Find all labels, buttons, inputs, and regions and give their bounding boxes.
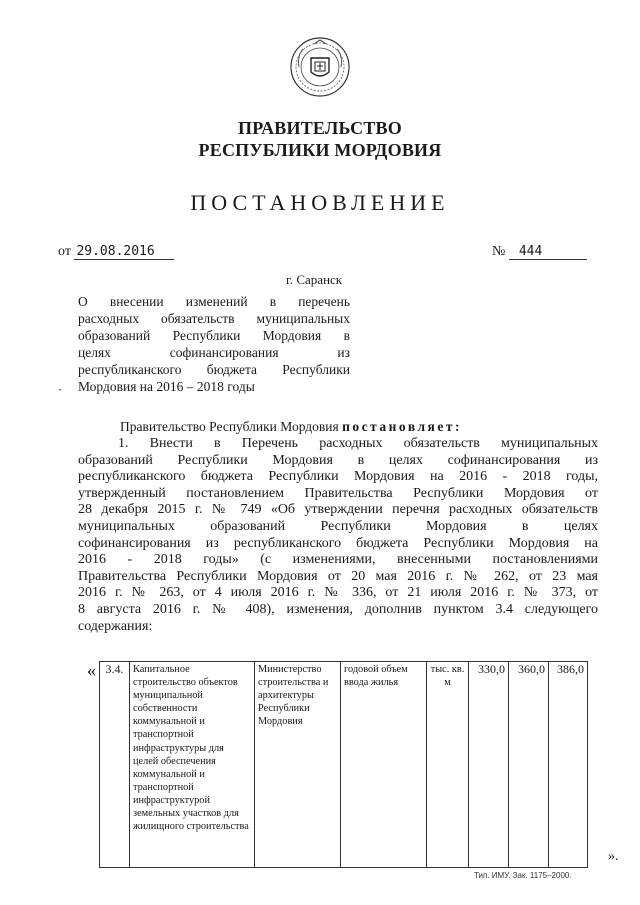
number-value: 444 — [509, 244, 587, 260]
cell-indicator: годовой объем ввода жилья — [341, 662, 427, 868]
body-line: содержания: — [78, 618, 153, 634]
body-line: 2016 - 2018 годы» (с изменениями, внесенными постановлениями — [78, 552, 598, 568]
body-line: 28 декабря 2015 г. № 749 «Об утверждении перечня расходных обязательств — [78, 502, 598, 518]
subject-line: О внесении изменений в перечень — [78, 294, 350, 309]
subject-line: расходных обязательств муниципальных — [78, 311, 350, 326]
obligations-table — [99, 661, 588, 868]
closing-quote: ». — [608, 849, 619, 864]
number-prefix: № — [492, 244, 506, 259]
body-line: софинансирования из республиканского бюджета Республики Мордовия на — [78, 535, 598, 551]
body-line: образований Республики Мордовия в целях софинансирования из — [78, 452, 598, 468]
body-paragraph — [78, 436, 598, 635]
print-footer: Тип. ИМУ. Зак. 1175–2000. — [474, 871, 572, 880]
number-field — [492, 244, 587, 260]
preamble — [120, 419, 462, 435]
body-line: муниципальных образований Республики Мордовия в целях — [78, 518, 598, 534]
cell-ministry: Министерство строительства и архитектуры Республики Мордовия — [255, 662, 341, 868]
body-line: 2016 г. № 263, от 4 июля 2016 г. № 336, от 21 июля 2016 г. № 373, от — [78, 585, 598, 601]
document-type-title: ПОСТАНОВЛЕНИЕ — [190, 190, 450, 215]
body-line: 1. Внести в Перечень расходных обязательств муниципальных — [118, 436, 598, 451]
subject-line: образований Республики Мордовия в — [78, 328, 350, 343]
subject-line: республиканского бюджета Республики — [78, 362, 350, 377]
subject-block — [78, 293, 350, 395]
date-field — [58, 244, 174, 260]
body-line: республиканского бюджета Республики Мордовия на 2016 - 2018 годы, — [78, 469, 598, 485]
government-title-line1: ПРАВИТЕЛЬСТВО — [238, 118, 402, 138]
table-row — [100, 662, 588, 868]
margin-mark: · — [58, 382, 63, 397]
cell-value-2017: 360,0 — [509, 662, 549, 868]
cell-unit: тыс. кв. м — [427, 662, 469, 868]
cell-name: Капитальное строительство объектов муниципальной собственности коммунальной и транспортной инфраструктуры для целей обеспечения коммунальной и транспортной инфраструктурой земельных участков для жилищного строительства — [130, 662, 255, 868]
city: г. Саранск — [286, 272, 343, 287]
subject-line: целях софинансирования из — [78, 345, 350, 360]
date-value: 29.08.2016 — [74, 244, 174, 260]
preamble-text: Правительство Республики Мордовия — [120, 419, 339, 434]
body-line: Правительства Республики Мордовия от 20 мая 2016 г. № 262, от 23 мая — [78, 568, 598, 584]
preamble-verb: постановляет: — [342, 419, 462, 434]
cell-number: 3.4. — [100, 662, 130, 868]
opening-quote: « — [87, 660, 96, 680]
cell-value-2018: 386,0 — [549, 662, 588, 868]
coat-of-arms-emblem — [289, 36, 351, 98]
body-line: утвержденный постановлением Правительства Республики Мордовия от — [78, 485, 598, 501]
body-line: 8 августа 2016 г. № 408), изменения, дополнив пунктом 3.4 следующего — [78, 601, 598, 617]
government-title-line2: РЕСПУБЛИКИ МОРДОВИЯ — [198, 140, 442, 160]
cell-value-2016: 330,0 — [469, 662, 509, 868]
subject-line: Мордовия на 2016 – 2018 годы — [78, 379, 255, 394]
date-prefix: от — [58, 244, 71, 259]
